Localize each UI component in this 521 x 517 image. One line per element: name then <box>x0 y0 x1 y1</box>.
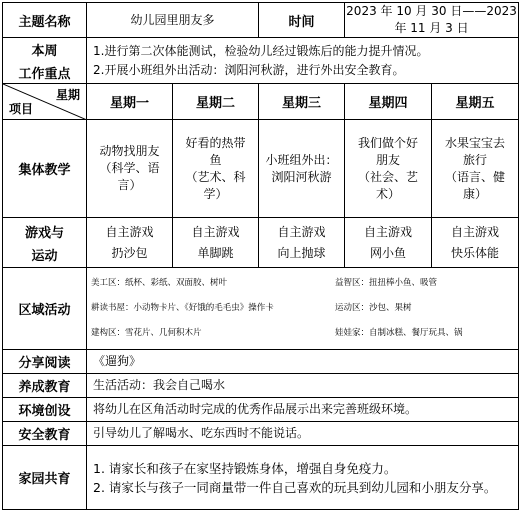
focus-label-line2: 工作重点 <box>18 66 71 82</box>
cell-line: 动物找朋友 <box>99 144 160 158</box>
cell-line: 康） <box>463 186 488 201</box>
group-teaching-mon <box>87 120 173 218</box>
area-item: 建构区：雪花片、几何积木片 <box>91 328 202 338</box>
group-teaching-row <box>3 120 519 218</box>
day-header-wed: 星期三 <box>259 84 345 120</box>
reading-label: 分享阅读 <box>3 350 87 374</box>
safety-value: 引导幼儿了解喝水、吃东西时不能说话。 <box>87 422 519 446</box>
cell-line: 自主游戏 <box>451 224 500 239</box>
family-item: 1. 请家长和孩子在家坚持锻炼身体，增强自身免疫力。 <box>93 460 397 476</box>
cell-line: 自主游戏 <box>364 224 413 239</box>
day-header-fri: 星期五 <box>432 84 519 120</box>
environment-label: 环境创设 <box>3 398 87 422</box>
environment-row <box>3 398 519 422</box>
cell-line: 我们做个好 <box>358 135 419 150</box>
games-mon <box>87 218 173 268</box>
theme-label: 主题名称 <box>3 3 87 38</box>
cell-line: 自主游戏 <box>277 224 326 239</box>
games-label-line1: 游戏与 <box>24 225 64 241</box>
area-item: 运动区：沙包、果树 <box>335 303 412 313</box>
habits-label: 养成教育 <box>3 374 87 398</box>
areas-grid <box>87 271 518 346</box>
games-thu <box>345 218 432 268</box>
diagonal-header-cell <box>3 84 87 120</box>
cell-line: 向上抛球 <box>277 245 326 260</box>
weekly-plan-table <box>2 2 519 510</box>
focus-item: 1.进行第二次体能测试，检验幼儿经过锻炼后的能力提升情况。 <box>93 43 429 58</box>
family-items <box>87 446 519 510</box>
reading-row <box>3 350 519 374</box>
family-item: 2. 请家长与孩子一同商量带一件自己喜欢的玩具到幼儿园和小朋友分享。 <box>93 479 497 495</box>
family-row <box>3 446 519 510</box>
group-teaching-thu <box>345 120 432 218</box>
cell-line: 扔沙包 <box>111 245 148 260</box>
focus-row <box>3 38 519 84</box>
days-row <box>3 84 519 120</box>
area-item: 美工区：纸杯、彩纸、双面胶、树叶 <box>91 278 228 288</box>
games-tue <box>173 218 259 268</box>
theme-value: 幼儿园里朋友多 <box>87 3 259 38</box>
cell-line: （艺术、科 <box>185 169 246 184</box>
cell-line: 旅行 <box>463 152 488 167</box>
cell-line: 水果宝宝去 <box>445 135 506 150</box>
safety-label: 安全教育 <box>3 422 87 446</box>
family-label: 家园共育 <box>3 446 87 510</box>
areas-row <box>3 268 519 350</box>
habits-row <box>3 374 519 398</box>
games-label <box>3 218 87 268</box>
time-label: 时间 <box>259 3 345 38</box>
day-header-mon: 星期一 <box>87 84 173 120</box>
areas-items <box>87 268 519 350</box>
games-row <box>3 218 519 268</box>
area-item: 益智区：扭扭棒小鱼、吸管 <box>335 278 438 288</box>
group-teaching-label: 集体教学 <box>3 120 87 218</box>
diagonal-weekday-label: 星期 <box>55 88 80 102</box>
cell-line: 单脚跳 <box>197 245 234 260</box>
games-wed <box>259 218 345 268</box>
cell-line: 小班组外出： <box>265 152 338 167</box>
weekly-plan-sheet <box>2 2 518 514</box>
cell-line: 快乐体能 <box>451 245 500 260</box>
diagonal-item-label: 项目 <box>9 102 34 116</box>
cell-line: 鱼 <box>209 152 222 167</box>
cell-line: 朋友 <box>376 152 401 167</box>
cell-line: 好看的热带 <box>185 135 246 150</box>
reading-value: 《遛狗》 <box>87 350 519 374</box>
group-teaching-wed <box>259 120 345 218</box>
cell-line: 浏阳河秋游 <box>271 169 332 184</box>
habits-value: 生活活动：我会自己喝水 <box>87 374 519 398</box>
cell-line: （社会、艺 <box>358 169 419 184</box>
time-value: 2023 年 10 月 30 日——2023 年 11 月 3 日 <box>345 3 519 38</box>
focus-item: 2.开展小班组外出活动：浏阳河秋游，进行外出安全教育。 <box>93 62 405 77</box>
cell-line: 学） <box>203 186 228 201</box>
focus-label-line1: 本周 <box>31 43 58 59</box>
games-label-line2: 运动 <box>31 248 58 264</box>
games-fri <box>432 218 519 268</box>
focus-items <box>87 38 519 84</box>
group-teaching-fri <box>432 120 519 218</box>
day-header-tue: 星期二 <box>173 84 259 120</box>
cell-line: 术） <box>376 186 401 201</box>
cell-line: 自主游戏 <box>191 224 240 239</box>
cell-line: 自主游戏 <box>105 224 154 239</box>
areas-label: 区域活动 <box>3 268 87 350</box>
cell-line: 言） <box>117 178 142 192</box>
environment-value: 将幼儿在区角活动时完成的优秀作品展示出来完善班级环境。 <box>87 398 519 422</box>
cell-line: （科学、语 <box>99 161 160 175</box>
area-item: 耕读书屋：小动物卡片、《好饿的毛毛虫》操作卡 <box>91 303 274 313</box>
cell-line: 网小鱼 <box>370 245 407 260</box>
focus-label <box>3 38 87 84</box>
header-row <box>3 3 519 38</box>
cell-line: （语言、健 <box>445 169 506 184</box>
group-teaching-tue <box>173 120 259 218</box>
safety-row <box>3 422 519 446</box>
day-header-thu: 星期四 <box>345 84 432 120</box>
area-item: 娃娃家：自制冰糕、餐厅玩具、锅 <box>335 328 463 338</box>
